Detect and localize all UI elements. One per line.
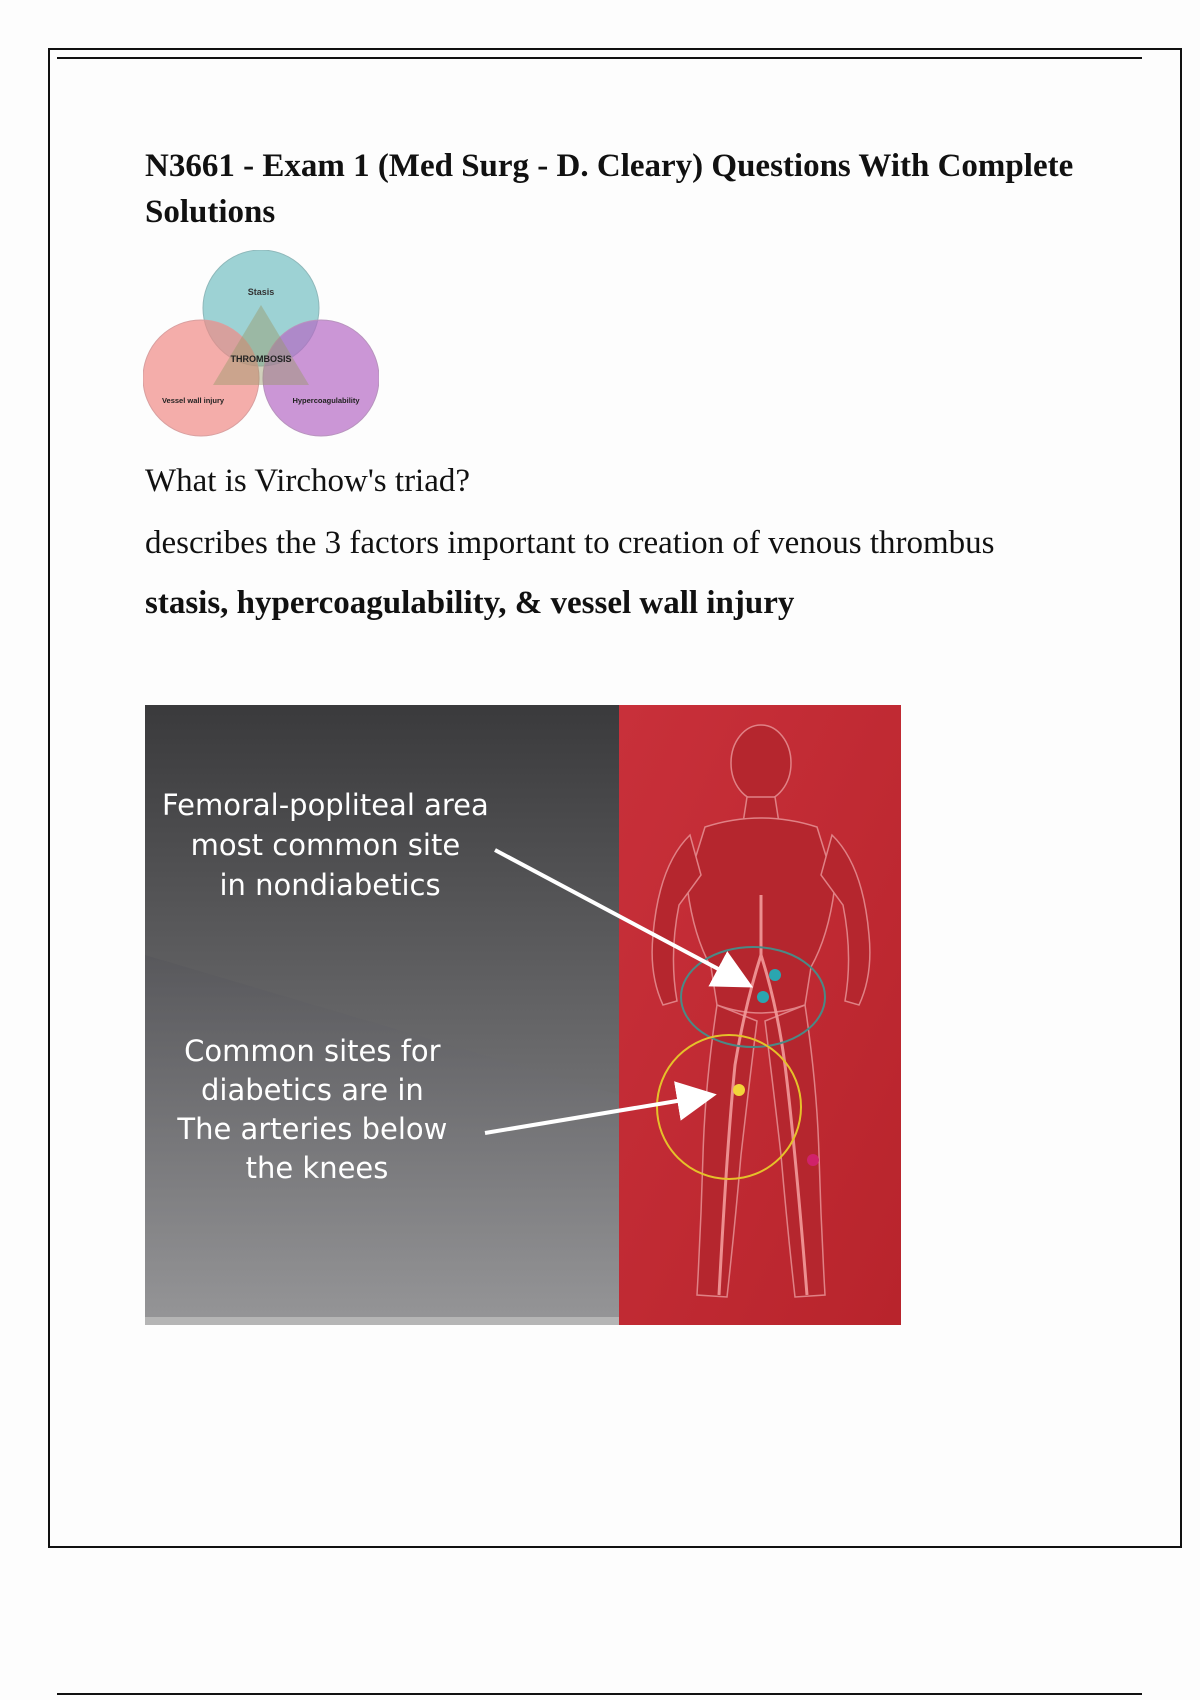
caption-upper-line-3: in nondiabetics [219,868,441,902]
description-text: describes the 3 factors important to creation of venous thrombus [145,525,995,561]
venn-label-stasis: Stasis [247,287,275,297]
virchow-triad-venn-diagram [143,250,379,445]
figure-head [731,725,791,801]
venn-label-vessel-wall: Vessel wall injury [161,396,225,405]
thrombosis-sites-slide [145,705,901,1325]
site-marker-magenta [807,1154,819,1166]
site-marker-yellow [733,1084,745,1096]
caption-lower-line-1: Common sites for [184,1034,441,1068]
answer-text: stasis, hypercoagulability, & vessel wall injury [145,585,795,621]
caption-upper-line-1: Femoral-popliteal area [162,788,489,822]
top-rule [57,57,1142,59]
venn-label-hypercoagulability: Hypercoagulability [292,396,360,405]
bottom-rule [57,1693,1142,1695]
venn-label-thrombosis: THROMBOSIS [230,354,292,364]
site-marker-teal-2 [757,991,769,1003]
caption-lower-line-2: diabetics are in [201,1073,424,1107]
slide-bottom-bar [145,1317,619,1325]
document-title: N3661 - Exam 1 (Med Surg - D. Cleary) Questions With Complete Solutions [145,148,1074,230]
caption-upper-line-2: most common site [190,828,461,862]
question-text: What is Virchow's triad? [145,463,471,499]
caption-lower-line-4: the knees [245,1151,389,1185]
site-marker-teal-1 [769,969,781,981]
caption-lower-line-3: The arteries below [177,1112,448,1146]
